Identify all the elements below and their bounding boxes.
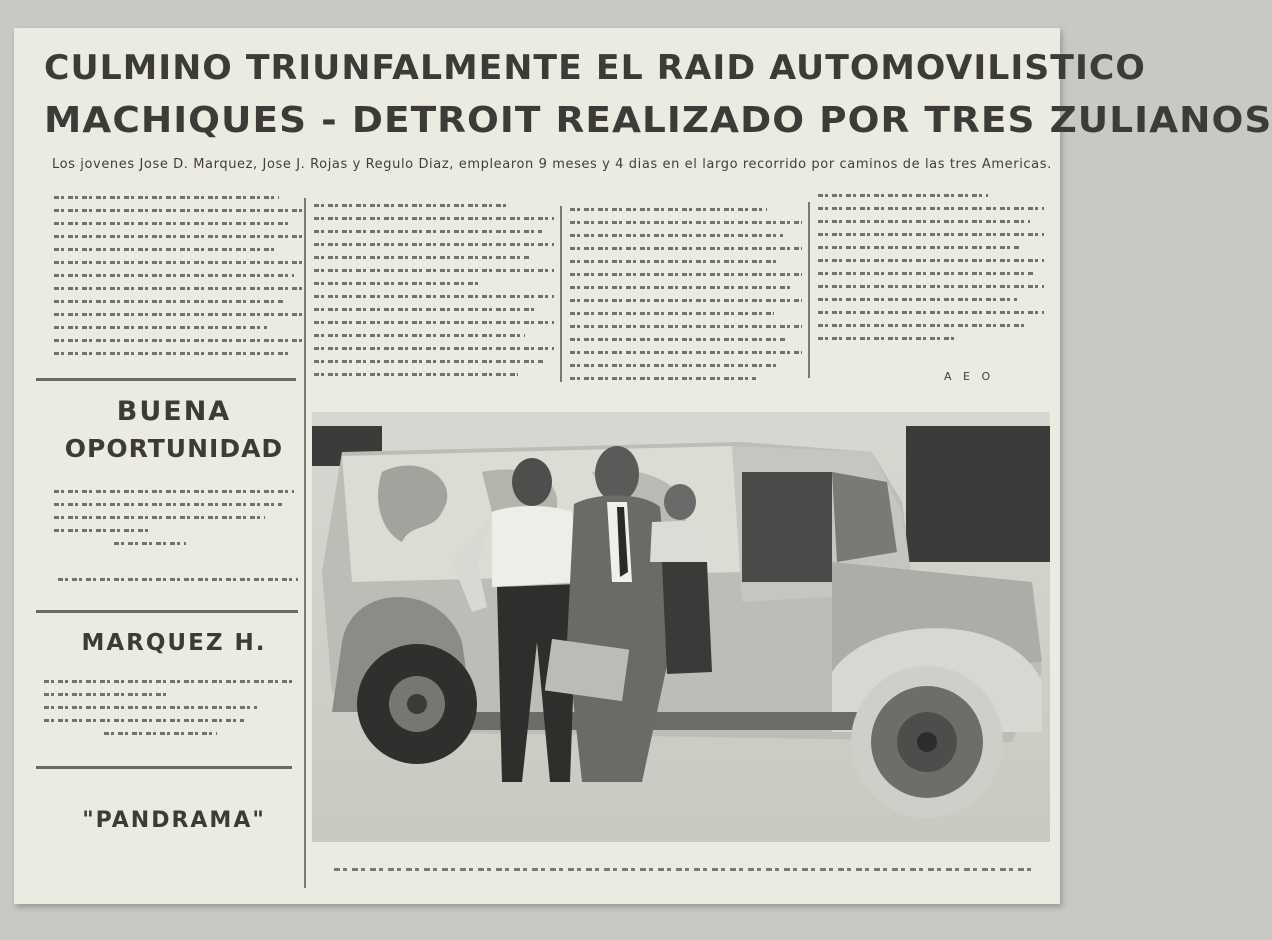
man-1-shirt [492,506,582,587]
article-column-3 [570,208,802,390]
news-photo [312,412,1050,842]
ad-buena-footer [58,578,298,591]
ad-buena-body [54,490,294,555]
windshield [832,472,897,562]
headline-line-2: MACHIQUES - DETROIT REALIZADO POR TRES ZULIANOS [44,100,1272,141]
headline-line-1: CULMINO TRIUNFALMENTE EL RAID AUTOMOVILISTICO [44,48,1146,88]
article-column-1 [54,196,304,365]
column-rule-1 [304,198,306,888]
briefcase [545,639,629,701]
man-3-head [664,484,696,520]
subheadline: Los jovenes Jose D. Marquez, Jose J. Rojas y Regulo Diaz, emplearon 9 meses y 4 dias en el largo recorrido por caminos de las tres Americas. [52,157,1052,172]
photo-caption [334,868,1034,871]
article-signature: A E O [944,370,995,383]
column-rule-2 [560,206,562,382]
ad-marquez-body [44,680,294,745]
painted-newspaper-canvas [14,28,1272,904]
ad-divider-bottom [36,766,292,769]
column-rule-3 [808,202,810,378]
photo-illustration [312,412,1050,842]
cab-window [742,472,832,582]
man-1-head [512,458,552,506]
ad-marquez-title: MARQUEZ H. [81,630,267,656]
ad-divider-top [36,378,296,381]
background-dark-building [906,426,1050,562]
ad-pandrama-title: "PANDRAMA" [82,808,266,833]
ad-divider-middle [36,610,298,613]
ad-buena-title-line1: BUENA [116,396,232,427]
ad-buena-title-line2: OPORTUNIDAD [64,434,284,463]
man-2-head [595,446,639,502]
article-column-4 [818,194,1044,350]
article-column-2 [314,204,554,386]
